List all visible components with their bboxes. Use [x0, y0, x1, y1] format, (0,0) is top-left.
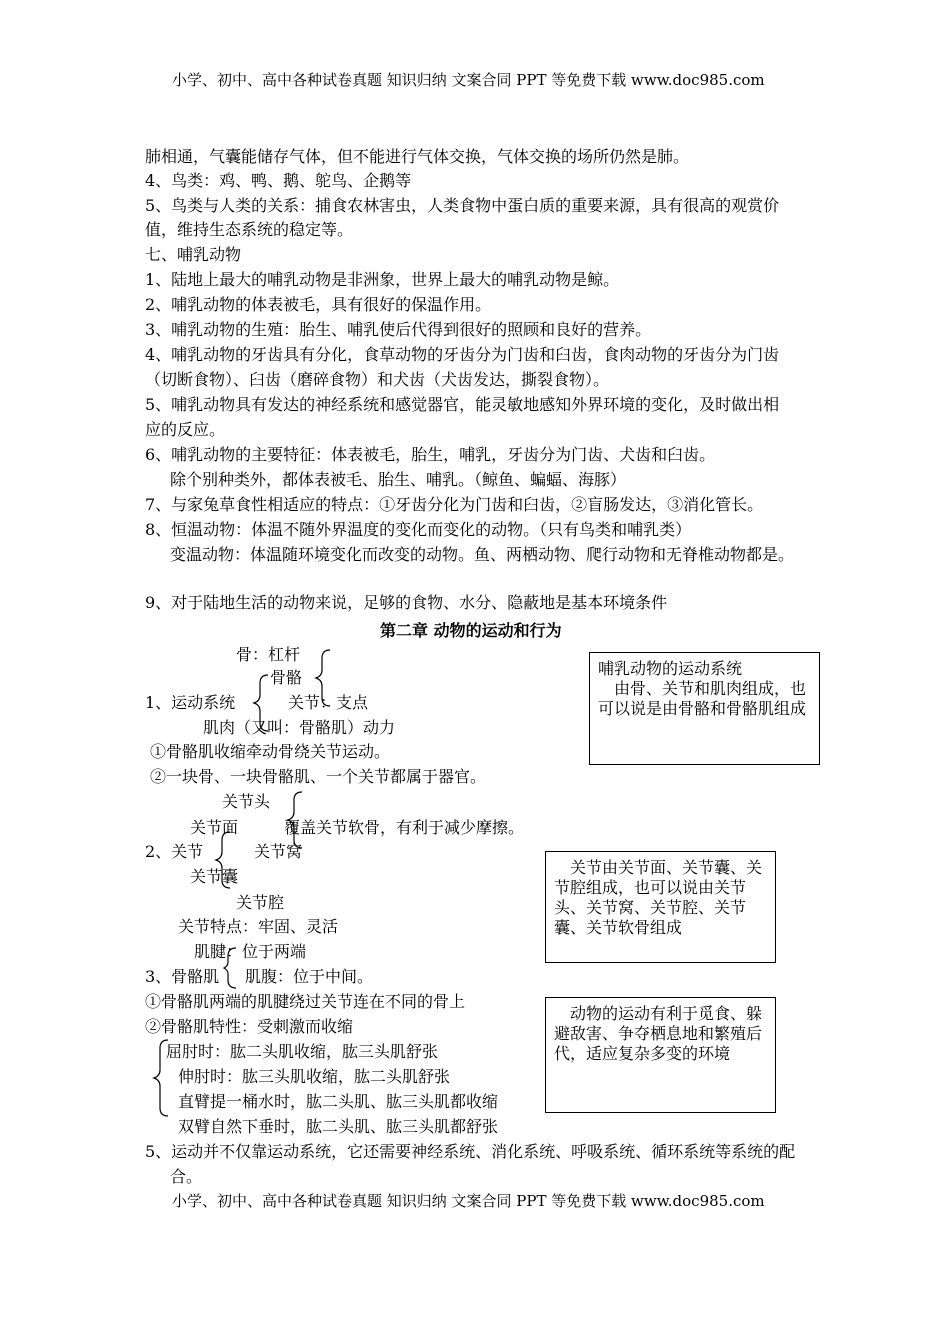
chapter-title: 第二章 动物的运动和行为: [380, 621, 562, 640]
text-line: 关节头: [222, 792, 271, 811]
text-line: 覆盖关节软骨，有利于减少摩擦。: [284, 818, 525, 837]
text-line: 1、陆地上最大的哺乳动物是非洲象，世界上最大的哺乳动物是鲸。: [145, 270, 620, 289]
text-line: 5、运动并不仅靠运动系统，它还需要神经系统、消化系统、呼吸系统、循环系统等系统的配: [145, 1142, 796, 1161]
text-line: ①骨骼肌收缩牵动骨绕关节运动。: [150, 742, 391, 761]
text-line: （切断食物）、臼齿（磨碎食物）和犬齿（犬齿发达，撕裂食物）。: [145, 370, 610, 389]
text-line: 合。: [170, 1167, 203, 1186]
text-line: 骨骼: [270, 668, 303, 687]
text-line: 肌腱：位于两端: [194, 942, 307, 961]
text-line: 2、关节: [145, 842, 204, 861]
text-line: 4、鸟类：鸡、鸭、鹅、鸵鸟、企鹅等: [145, 171, 412, 190]
text-line: 关节特点：牢固、灵活: [178, 917, 339, 936]
text-line: 屈肘时：肱二头肌收缩，肱三头肌舒张: [166, 1042, 439, 1061]
text-line: 双臂自然下垂时，肱二头肌、肱三头肌都舒张: [178, 1117, 499, 1136]
text-line: 6、哺乳动物的主要特征：体表被毛，胎生，哺乳，牙齿分为门齿、犬齿和臼齿。: [145, 445, 716, 464]
text-line: 5、鸟类与人类的关系：捕食农林害虫，人类食物中蛋白质的重要来源，具有很高的观赏价: [145, 196, 780, 215]
note-box-joint: 关节由关节面、关节囊、关节腔组成，也可以说由关节头、关节窝、关节腔、关节囊、关节软骨组成: [545, 851, 776, 963]
text-line: 7、与家兔草食性相适应的特点：①牙齿分化为门齿和臼齿，②盲肠发达，③消化管长。: [145, 495, 764, 514]
text-line: ②一块骨、一块骨骼肌、一个关节都属于器官。: [150, 767, 487, 786]
section-heading: 七、哺乳动物: [145, 245, 242, 264]
text-line: 肌腹：位于中间。: [245, 967, 374, 986]
brace-icon: [216, 832, 230, 888]
text-line: 除个别种类外，都体表被毛、胎生、哺乳。（鲸鱼、蝙蝠、海豚）: [170, 470, 627, 489]
text-line: 4、哺乳动物的牙齿具有分化，食草动物的牙齿分为门齿和臼齿，食肉动物的牙齿分为门齿: [145, 345, 780, 364]
text-line: 5、哺乳动物具有发达的神经系统和感觉器官，能灵敏地感知外界环境的变化，及时做出相: [145, 395, 780, 414]
text-line: ②骨骼肌特性：受刺激而收缩: [145, 1017, 354, 1036]
text-line: 关节腔: [236, 893, 285, 912]
note-box-motion-benefit: 动物的运动有利于觅食、躲避敌害、争夺栖息地和繁殖后代，适应复杂多变的环境: [545, 997, 776, 1113]
text-line: 9、对于陆地生活的动物来说，足够的食物、水分、隐蔽地是基本环境条件: [145, 593, 668, 612]
brace-icon: [288, 792, 302, 848]
text-line: ①骨骼肌两端的肌腱绕过关节连在不同的骨上: [145, 992, 466, 1011]
page-header: 小学、初中、高中各种试卷真题 知识归纳 文案合同 PPT 等免费下载 www.doc985.com: [172, 71, 765, 89]
text-line: 肌肉（又叫：骨骼肌）动力: [203, 718, 396, 737]
text-line: 值，维持生态系统的稳定等。: [145, 220, 354, 239]
brace-icon: [154, 1040, 168, 1116]
brace-icon: [254, 675, 268, 731]
text-line: 直臂提一桶水时，肱二头肌、肱三头肌都收缩: [178, 1092, 499, 1111]
page-footer: 小学、初中、高中各种试卷真题 知识归纳 文案合同 PPT 等免费下载 www.doc985.com: [172, 1192, 765, 1210]
text-line: 关节囊: [190, 867, 239, 886]
brace-icon: [224, 948, 236, 988]
text-line: 关节面: [190, 818, 239, 837]
text-line: 应的反应。: [145, 420, 226, 439]
text-line: 骨：杠杆: [236, 645, 301, 664]
text-line: 8、恒温动物：体温不随外界温度的变化而变化的动物。（只有鸟类和哺乳类）: [145, 520, 692, 539]
note-box-motion-system: 哺乳动物的运动系统 由骨、关节和肌肉组成，也可以说是由骨骼和骨骼肌组成: [589, 652, 820, 765]
text-line: 肺相通，气囊能储存气体，但不能进行气体交换，气体交换的场所仍然是肺。: [145, 147, 690, 166]
text-line: 伸肘时：肱三头肌收缩，肱二头肌舒张: [178, 1067, 451, 1086]
brace-icon: [316, 650, 330, 706]
text-line: 3、骨骼肌: [145, 967, 220, 986]
text-line: 3、哺乳动物的生殖：胎生、哺乳使后代得到很好的照顾和良好的营养。: [145, 320, 652, 339]
text-line: 1、运动系统: [145, 693, 236, 712]
text-line: 变温动物：体温随环境变化而改变的动物。鱼、两栖动物、爬行动物和无脊椎动物都是。: [170, 545, 795, 564]
text-line: 2、哺乳动物的体表被毛，具有很好的保温作用。: [145, 295, 492, 314]
text-line: 关节窝: [254, 842, 303, 861]
text-line: 关节：支点: [288, 693, 369, 712]
